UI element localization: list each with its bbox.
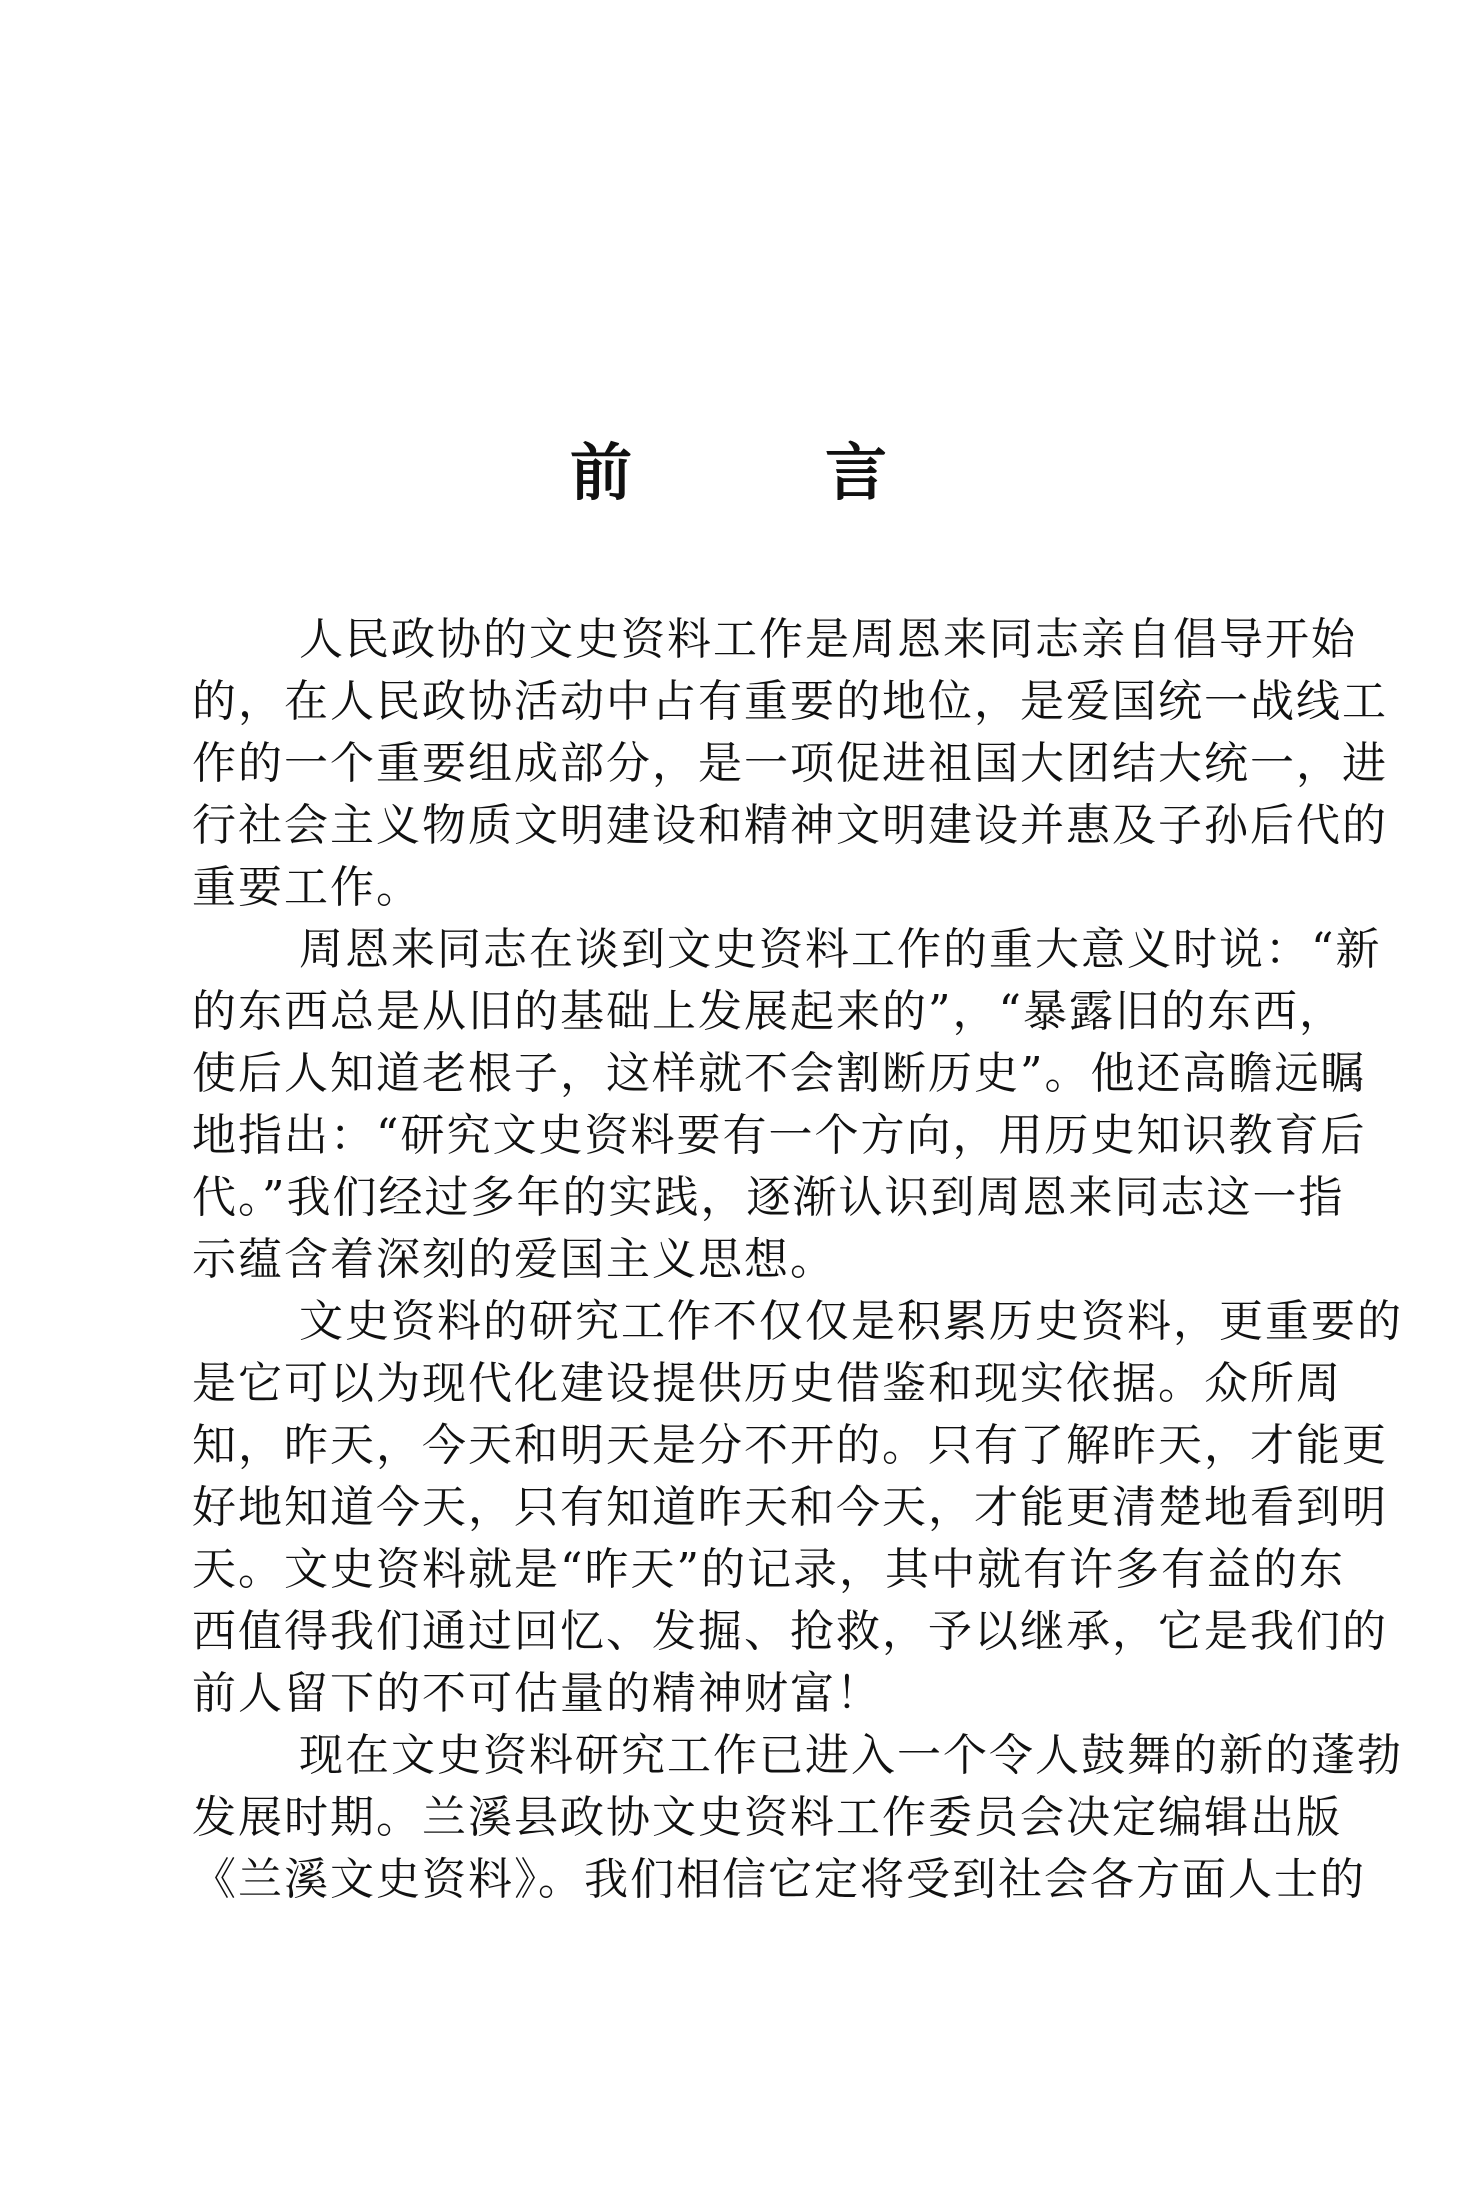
title-char: 言 [825, 436, 888, 509]
text-line: 地指出：“研究文史资料要有一个方向，用历史知识教育后 [192, 1110, 1367, 1161]
text-line: 知，昨天，今天和明天是分不开的。只有了解昨天，才能更 [192, 1420, 1388, 1471]
text-line: 代。”我们经过多年的实践，逐渐认识到周恩来同志这一指 [192, 1172, 1345, 1223]
text-line: 前人留下的不可估量的精神财富！ [192, 1668, 882, 1719]
text-line: 天。文史资料就是“昨天”的记录，其中就有许多有益的东 [192, 1544, 1345, 1595]
text-line: 西值得我们通过回忆、发掘、抢救，予以继承，它是我们的 [192, 1606, 1388, 1657]
text-line: 文史资料的研究工作不仅仅是积累历史资料，更重要的 [299, 1296, 1403, 1347]
text-line: 的，在人民政协活动中占有重要的地位，是爱国统一战线工 [192, 676, 1388, 727]
text-line: 是它可以为现代化建设提供历史借鉴和现实依据。众所周 [192, 1358, 1342, 1409]
text-line: 使后人知道老根子，这样就不会割断历史”。他还高瞻远瞩 [192, 1048, 1367, 1099]
text-line: 人民政协的文史资料工作是周恩来同志亲自倡导开始 [299, 614, 1357, 665]
page-title [0, 435, 1459, 511]
text-line: 作的一个重要组成部分，是一项促进祖国大团结大统一，进 [192, 738, 1388, 789]
text-line: 行社会主义物质文明建设和精神文明建设并惠及子孙后代的 [192, 800, 1388, 851]
text-line: 的东西总是从旧的基础上发展起来的”，“暴露旧的东西， [192, 986, 1345, 1037]
title-char: 前 [570, 436, 633, 509]
preface-body [192, 609, 1403, 1911]
text-line: 周恩来同志在谈到文史资料工作的重大意义时说：“新 [299, 924, 1382, 975]
text-line: 重要工作。 [192, 862, 422, 913]
text-line: 好地知道今天，只有知道昨天和今天，才能更清楚地看到明 [192, 1482, 1388, 1533]
text-line: 《兰溪文史资料》。我们相信它定将受到社会各方面人士的 [192, 1854, 1366, 1905]
text-line: 示蕴含着深刻的爱国主义思想。 [192, 1234, 836, 1285]
text-line: 发展时期。兰溪县政协文史资料工作委员会决定编辑出版 [192, 1792, 1342, 1843]
text-line: 现在文史资料研究工作已进入一个令人鼓舞的新的蓬勃 [299, 1730, 1403, 1781]
